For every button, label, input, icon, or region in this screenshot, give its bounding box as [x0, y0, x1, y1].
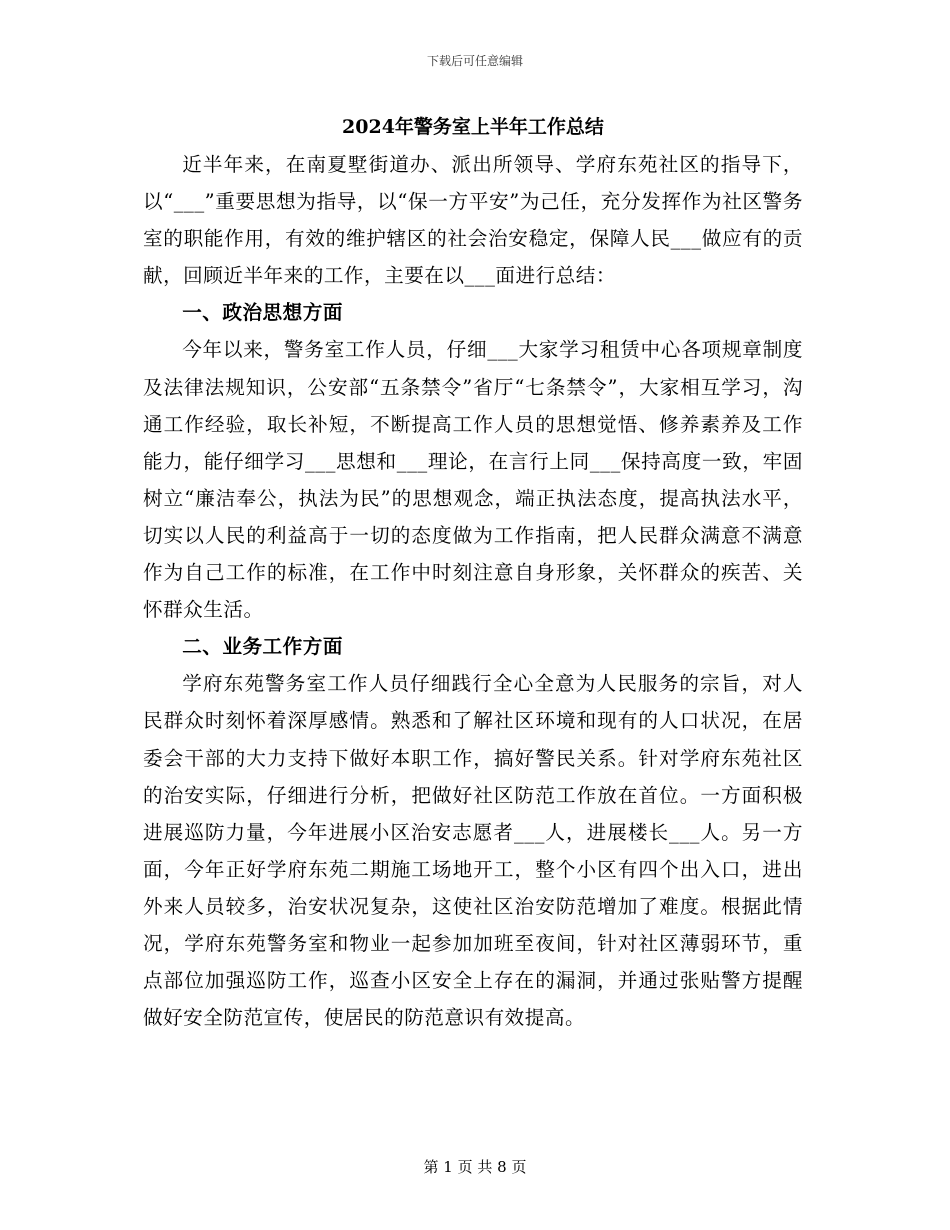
section-body-political: 今年以来，警务室工作人员，仔细___大家学习租赁中心各项规章制度及法律法规知识，公安部“五条禁令”省厅“七条禁令”，大家相互学习，沟通工作经验，取长补短，不断提高工作人员的思想觉悟、修养素养及工作能力，能仔细学习___思想和___理论，在言行上同___保持高度一致，牢固树立“廉洁奉公，执法为民”的思想观念，端正执法态度，提高执法水平，切实以人民的利益高于一切的态度做为工作指南，把人民群众满意不满意作为自己工作的标准，在工作中时刻注意自身形象，关怀群众的疾苦、关怀群众生活。	[143, 338, 803, 622]
page-header-note: 下载后可任意编辑	[426, 54, 523, 68]
section-heading-business: 二、业务工作方面	[182, 635, 343, 659]
document-title: 2024年警务室上半年工作总结	[342, 116, 604, 138]
section-heading-political: 一、政治思想方面	[182, 301, 343, 325]
document-body	[143, 112, 803, 1036]
intro-paragraph: 近半年来，在南夏墅街道办、派出所领导、学府东苑社区的指导下，以“___”重要思想为指导，以“保一方平安”为己任，充分发挥作为社区警务室的职能作用，有效的维护辖区的社会治安稳定，保障人民___做应有的贡献，回顾近半年来的工作，主要在以___面进行总结：	[143, 153, 803, 288]
page-number-footer: 第 1 页 共 8 页	[423, 1158, 527, 1176]
section-body-business: 学府东苑警务室工作人员仔细践行全心全意为人民服务的宗旨，对人民群众时刻怀着深厚感情。熟悉和了解社区环境和现有的人口状况，在居委会干部的大力支持下做好本职工作，搞好警民关系。针对学府东苑社区的治安实际，仔细进行分析，把做好社区防范工作放在首位。一方面积极进展巡防力量，今年进展小区治安志愿者___人，进展楼长___人。另一方面，今年正好学府东苑二期施工场地开工，整个小区有四个出入口，进出外来人员较多，治安状况复杂，这使社区治安防范增加了难度。根据此情况，学府东苑警务室和物业一起参加加班至夜间，针对社区薄弱环节，重点部位加强巡防工作，巡查小区安全上存在的漏洞，并通过张贴警方提醒做好安全防范宣传，使居民的防范意识有效提高。	[143, 672, 803, 1030]
